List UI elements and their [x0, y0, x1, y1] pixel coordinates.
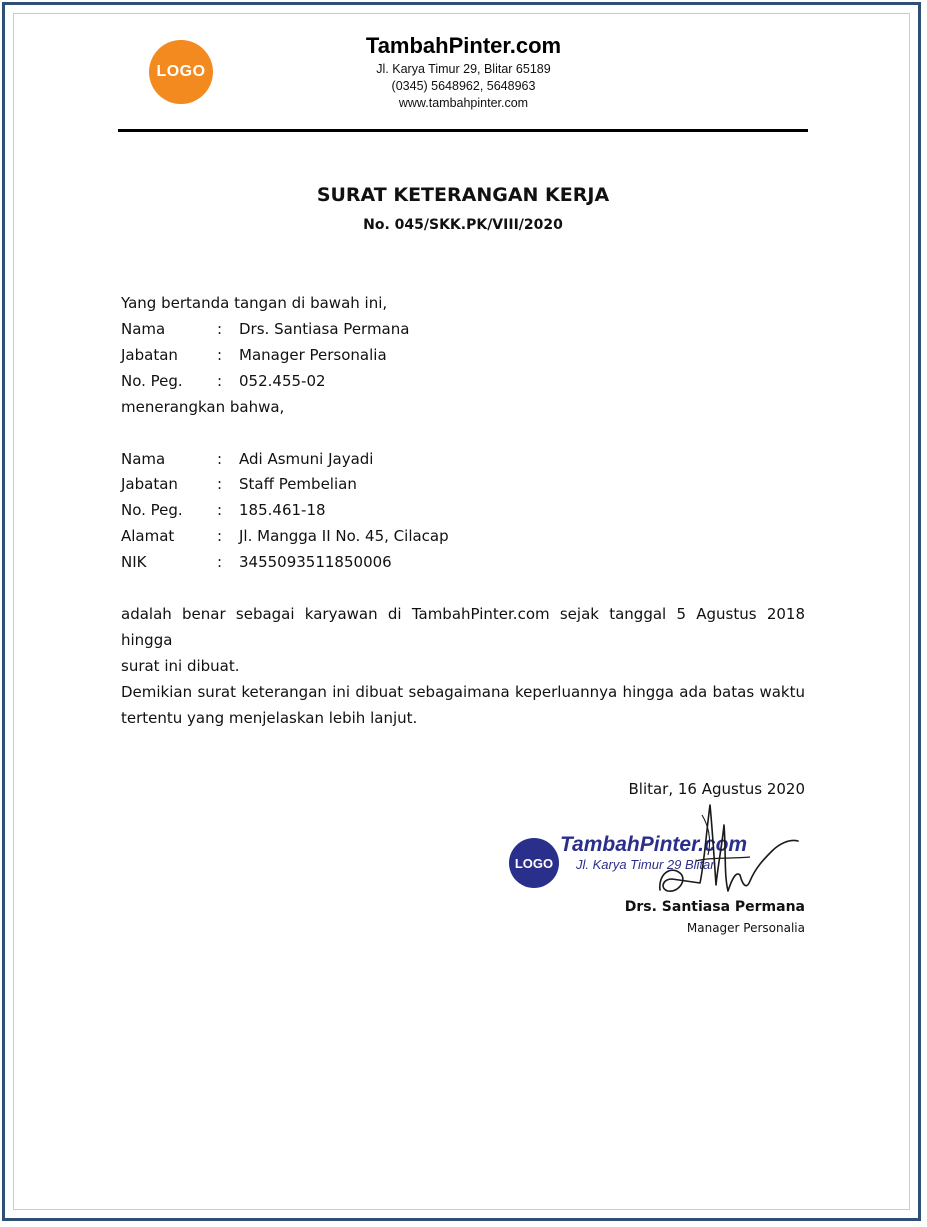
signer-name-label: Nama	[121, 320, 166, 338]
colon: :	[217, 527, 223, 545]
place-date: Blitar, 16 Agustus 2020	[628, 780, 805, 798]
signer-id-label: No. Peg.	[121, 372, 183, 390]
employee-position-label: Jabatan	[121, 475, 178, 493]
employee-address-label: Alamat	[121, 527, 175, 545]
colon: :	[217, 501, 223, 519]
stamp-address: Jl. Karya Timur 29 Blitar	[576, 857, 715, 872]
signature-scribble	[600, 795, 810, 905]
employee-id-label: No. Peg.	[121, 501, 183, 519]
employee-address-value: Jl. Mangga II No. 45, Cilacap	[239, 527, 449, 545]
paragraph-line: surat ini dibuat.	[121, 657, 240, 675]
employee-nik-label: NIK	[121, 553, 147, 571]
closing-paragraph	[121, 679, 805, 731]
employee-name-value: Adi Asmuni Jayadi	[239, 450, 374, 468]
employee-position-value: Staff Pembelian	[239, 475, 357, 493]
signer-title: Manager Personalia	[686, 921, 805, 935]
company-name: TambahPinter.com	[365, 33, 562, 58]
signer-id-value: 052.455-02	[239, 372, 326, 390]
stamp-company-name: TambahPinter.com	[560, 833, 748, 856]
paragraph-line: adalah benar sebagai karyawan di TambahPinter.com sejak tanggal 5 Agustus 2018 hingga	[121, 605, 805, 649]
company-phone: (0345) 5648962, 5648963	[391, 79, 536, 93]
document-number: No. 045/SKK.PK/VIII/2020	[363, 217, 563, 233]
employee-name-label: Nama	[121, 450, 166, 468]
company-logo: LOGO	[149, 40, 213, 104]
paragraph-line: tertentu yang menjelaskan lebih lanjut.	[121, 709, 418, 727]
colon: :	[217, 475, 223, 493]
signer-position-label: Jabatan	[121, 346, 178, 364]
letterhead-divider	[118, 129, 808, 132]
employee-id-value: 185.461-18	[239, 501, 326, 519]
colon: :	[217, 450, 223, 468]
transition-text: menerangkan bahwa,	[121, 398, 285, 416]
company-address: Jl. Karya Timur 29, Blitar 65189	[376, 62, 551, 76]
colon: :	[217, 346, 223, 364]
employee-nik-value: 3455093511850006	[239, 553, 392, 571]
document-title: SURAT KETERANGAN KERJA	[316, 184, 610, 206]
colon: :	[217, 372, 223, 390]
company-website: www.tambahpinter.com	[398, 96, 529, 110]
intro-text: Yang bertanda tangan di bawah ini,	[121, 294, 388, 312]
stamp-logo: LOGO	[509, 838, 559, 888]
signer-name: Drs. Santiasa Permana	[624, 899, 805, 915]
colon: :	[217, 320, 223, 338]
paragraph-line: Demikian surat keterangan ini dibuat sebagaimana keperluannya hingga ada batas waktu	[121, 683, 805, 701]
signer-position-value: Manager Personalia	[239, 346, 387, 364]
colon: :	[217, 553, 223, 571]
statement-paragraph	[121, 601, 805, 679]
signer-name-value: Drs. Santiasa Permana	[239, 320, 410, 338]
